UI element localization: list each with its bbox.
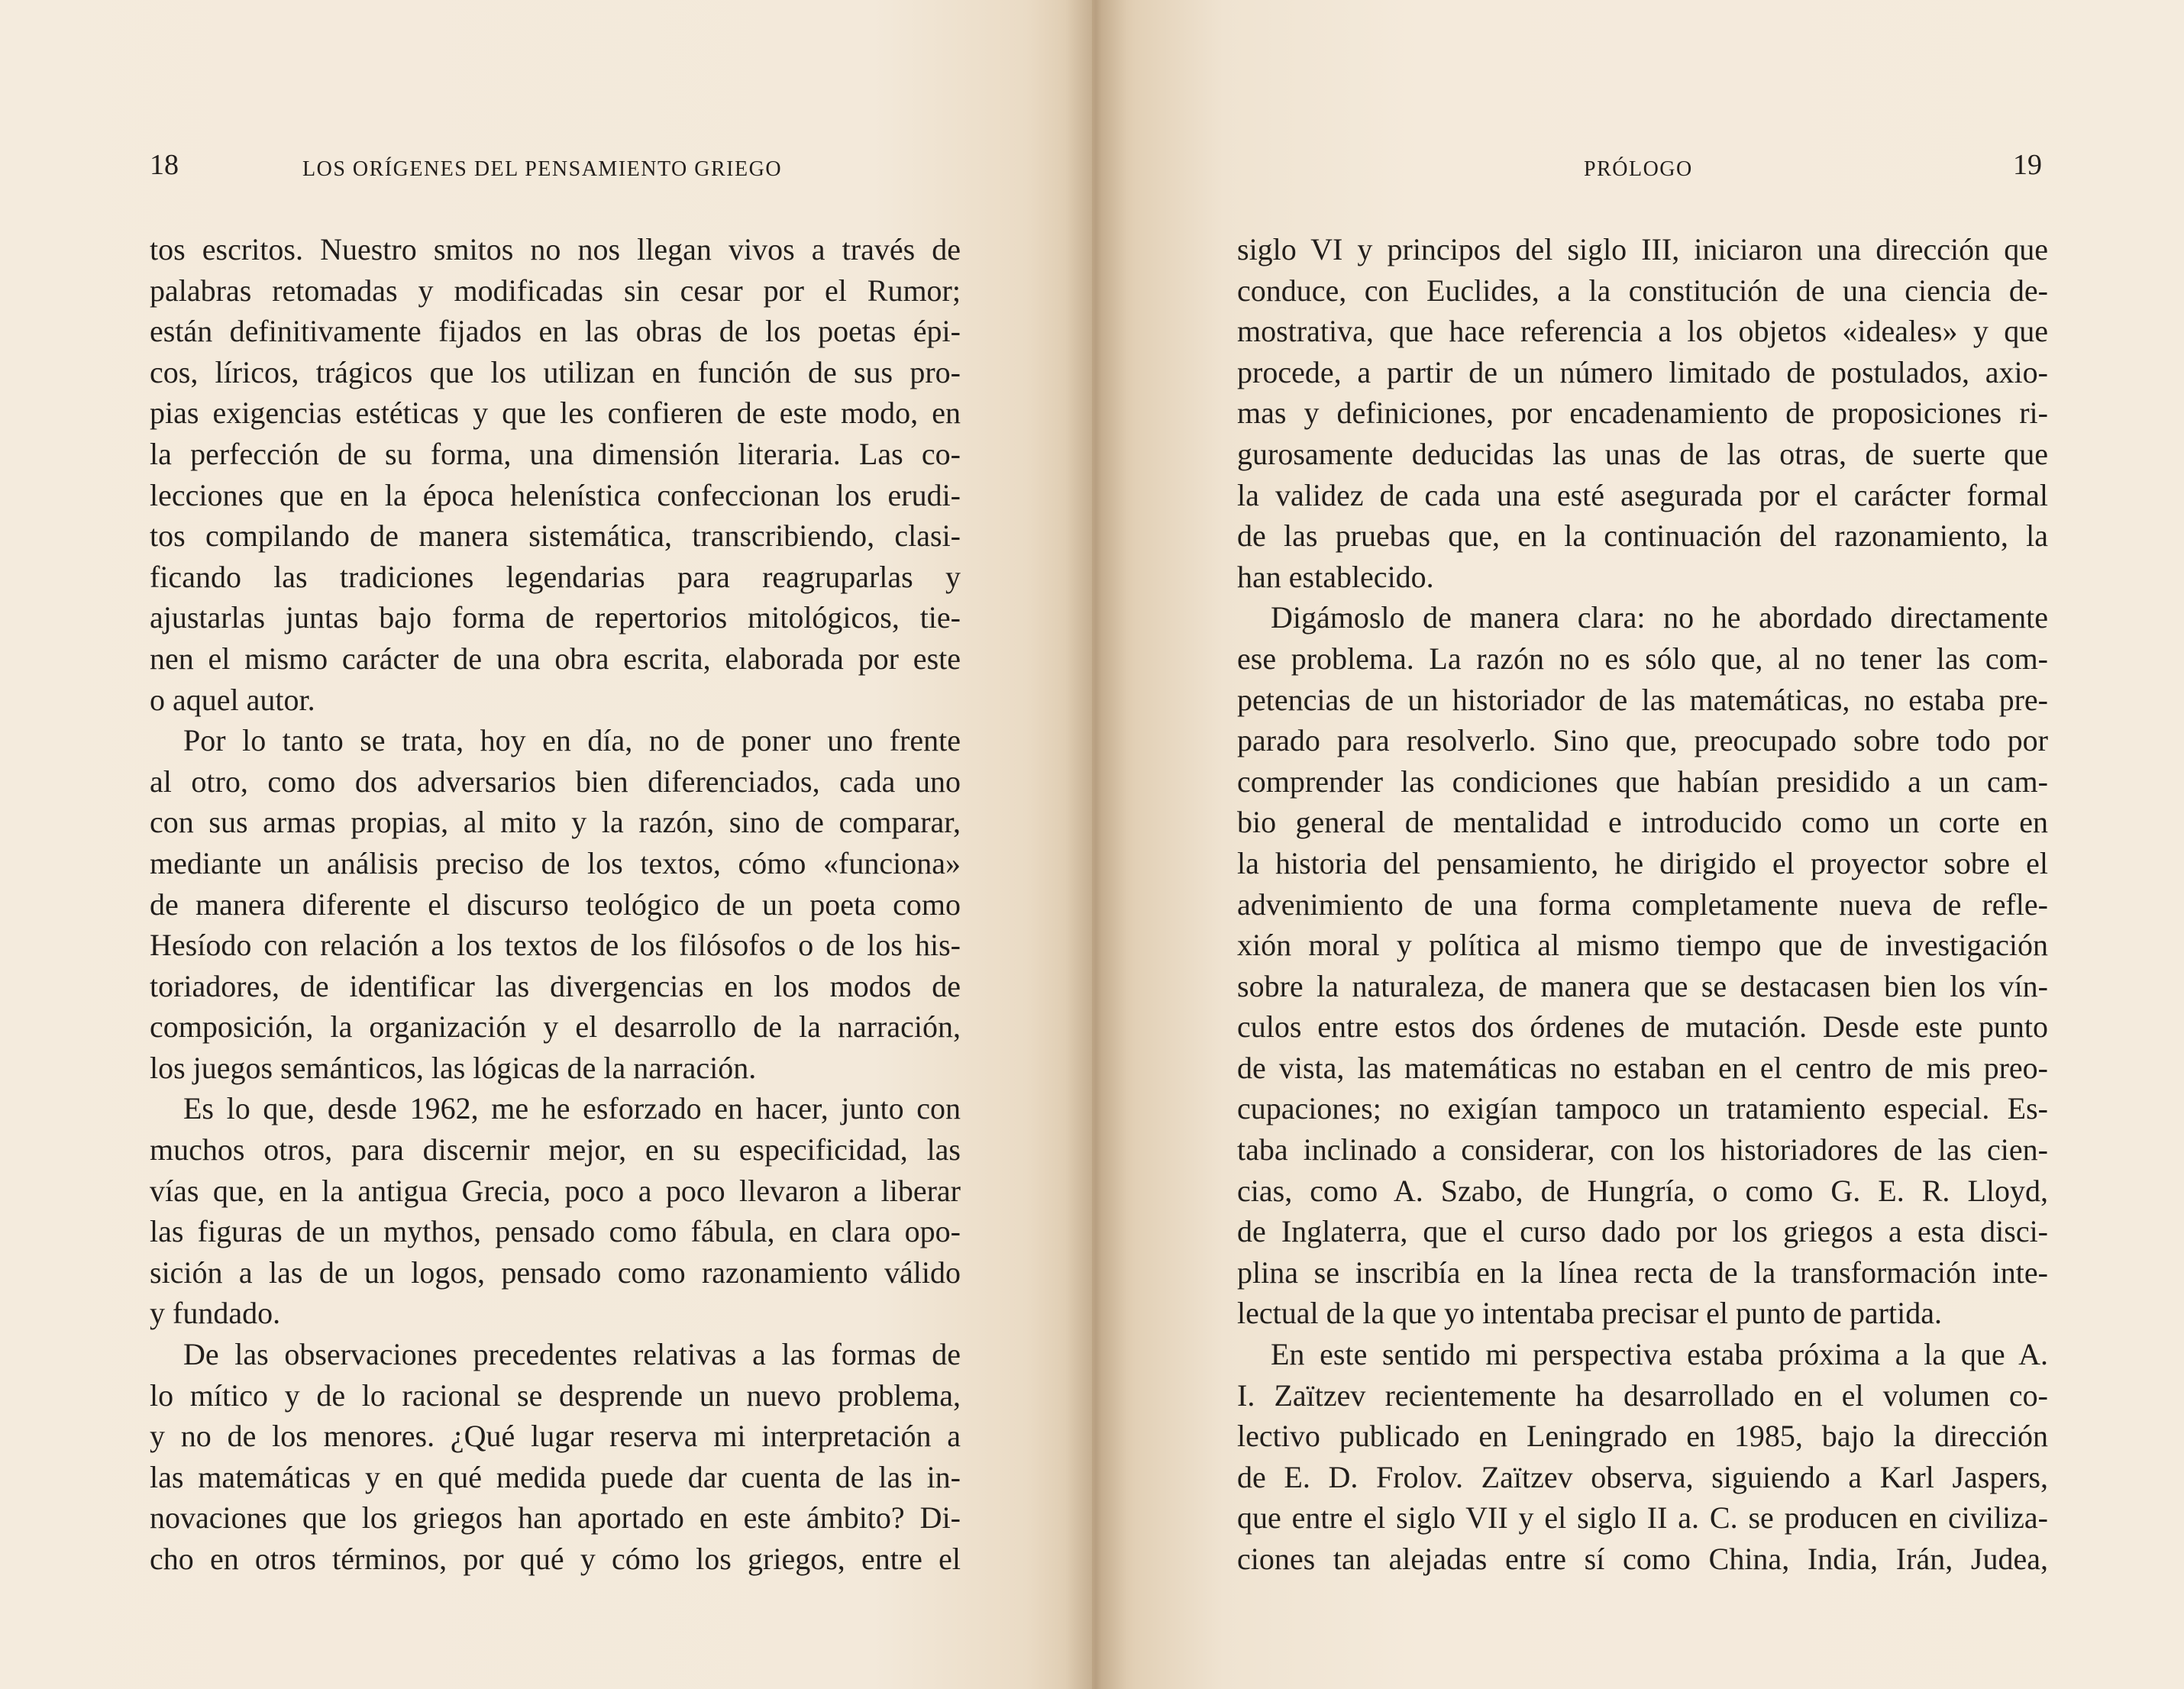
text-line: ajustarlas juntas bajo forma de repertorios mitológicos, tie- xyxy=(150,600,961,635)
left-running-head: LOS ORÍGENES DEL PENSAMIENTO GRIEGO xyxy=(302,157,783,181)
text-line: cho en otros términos, por qué y cómo los griegos, entre el xyxy=(150,1542,961,1576)
text-line: o aquel autor. xyxy=(150,682,315,717)
text-line: Es lo que, desde 1962, me he esforzado en hacer, junto con xyxy=(183,1091,961,1126)
text-line: las matemáticas y en qué medida puede dar cuenta de las in- xyxy=(150,1459,961,1494)
right-running-head: PRÓLOGO xyxy=(1584,157,1693,181)
text-line: siglo VI y principos del siglo III, iniciaron una dirección que xyxy=(1237,232,2048,266)
text-line: las figuras de un mythos, pensado como fábula, en clara opo- xyxy=(150,1214,961,1249)
text-line: nen el mismo carácter de una obra escrita, elaborada por este xyxy=(150,641,961,676)
text-line: lectivo publicado en Leningrado en 1985, bajo la dirección xyxy=(1237,1419,2048,1454)
text-line: cos, líricos, trágicos que los utilizan en función de sus pro- xyxy=(150,354,961,389)
text-line: los juegos semánticos, las lógicas de la narración. xyxy=(150,1050,757,1085)
left-body-text xyxy=(150,229,961,1580)
right-body-text xyxy=(1237,229,2048,1580)
text-line: tos compilando de manera sistemática, transcribiendo, clasi- xyxy=(150,518,961,554)
text-line: han establecido. xyxy=(1237,559,1434,594)
text-line: de manera diferente el discurso teológico de un poeta como xyxy=(150,886,961,922)
text-line: petencias de un historiador de las matemáticas, no estaba pre- xyxy=(1237,682,2048,717)
text-line: con sus armas propias, al mito y la razón, sino de comparar, xyxy=(150,805,961,840)
text-line: parado para resolverlo. Sino que, preocupado sobre todo por xyxy=(1237,723,2048,758)
text-line: mas y definiciones, por encadenamiento de proposiciones ri- xyxy=(1237,396,2048,431)
text-line: En este sentido mi perspectiva estaba próxima a la que A. xyxy=(1271,1337,2048,1372)
text-line: y no de los menores. ¿Qué lugar reserva mi interpretación a xyxy=(150,1419,961,1454)
text-line: de E. D. Frolov. Zaïtzev observa, siguiendo a Karl Jaspers, xyxy=(1237,1459,2048,1494)
text-line: gurosamente deducidas las unas de las otras, de suerte que xyxy=(1237,436,2048,471)
text-line: están definitivamente fijados en las obras de los poetas épi- xyxy=(150,314,961,349)
text-line: plina se inscribía en la línea recta de la transformación inte- xyxy=(1237,1255,2048,1290)
text-line: bio general de mentalidad e introducido como un corte en xyxy=(1237,805,2048,840)
text-line: composición, la organización y el desarrollo de la narración, xyxy=(150,1009,961,1045)
text-line: de vista, las matemáticas no estaban en el centro de mis preo- xyxy=(1237,1050,2048,1085)
text-line: la historia del pensamiento, he dirigido el proyector sobre el xyxy=(1237,845,2048,880)
text-line: I. Zaïtzev recientemente ha desarrollado en el volumen co- xyxy=(1237,1377,2048,1413)
text-line: Digámoslo de manera clara: no he abordado directamente xyxy=(1271,600,2048,635)
text-line: xión moral y política al mismo tiempo que de investigación xyxy=(1237,928,2048,963)
text-line: taba inclinado a considerar, con los historiadores de las cien- xyxy=(1237,1132,2048,1167)
text-line: novaciones que los griegos han aportado en este ámbito? Di- xyxy=(150,1500,961,1536)
left-page-number: 18 xyxy=(150,149,179,181)
text-line: lecciones que en la época helenística confeccionan los erudi- xyxy=(150,477,961,512)
text-line: comprender las condiciones que habían presidido a un cam- xyxy=(1237,764,2048,799)
text-line: Hesíodo con relación a los textos de los filósofos o de los his- xyxy=(150,928,961,963)
text-line: tos escritos. Nuestro smitos no nos llegan vivos a través de xyxy=(150,232,961,266)
text-line: mostrativa, que hace referencia a los objetos «ideales» y que xyxy=(1237,314,2048,349)
text-line: de las pruebas que, en la continuación del razonamiento, la xyxy=(1237,518,2048,554)
text-line: sobre la naturaleza, de manera que se destacasen bien los vín- xyxy=(1237,968,2048,1003)
right-page-number: 19 xyxy=(2013,149,2042,181)
text-line: pias exigencias estéticas y que les confieren de este modo, en xyxy=(150,396,961,431)
text-line: advenimiento de una forma completamente nueva de refle- xyxy=(1237,886,2048,922)
text-line: toriadores, de identificar las divergencias en los modos de xyxy=(150,968,961,1003)
text-line: sición a las de un logos, pensado como razonamiento válido xyxy=(150,1255,961,1290)
text-line: al otro, como dos adversarios bien diferenciados, cada uno xyxy=(150,764,961,799)
text-line: ese problema. La razón no es sólo que, al no tener las com- xyxy=(1237,641,2048,676)
text-line: y fundado. xyxy=(150,1296,281,1331)
text-line: que entre el siglo VII y el siglo II a. C. se producen en civiliza- xyxy=(1237,1500,2048,1536)
text-line: cias, como A. Szabo, de Hungría, o como G. E. R. Lloyd, xyxy=(1237,1173,2048,1208)
text-line: conduce, con Euclides, a la constitución de una ciencia de- xyxy=(1237,273,2048,308)
text-line: lo mítico y de lo racional se desprende un nuevo problema, xyxy=(150,1377,961,1413)
text-line: la perfección de su forma, una dimensión literaria. Las co- xyxy=(150,436,961,471)
text-line: de Inglaterra, que el curso dado por los griegos a esta disci- xyxy=(1237,1214,2048,1249)
text-line: lectual de la que yo intentaba precisar el punto de partida. xyxy=(1237,1296,1942,1331)
text-line: procede, a partir de un número limitado de postulados, axio- xyxy=(1237,354,2048,389)
text-line: vías que, en la antigua Grecia, poco a poco llevaron a liberar xyxy=(150,1173,961,1208)
text-line: mediante un análisis preciso de los textos, cómo «funciona» xyxy=(150,845,961,880)
text-line: la validez de cada una esté asegurada por el carácter formal xyxy=(1237,477,2048,512)
text-line: cupaciones; no exigían tampoco un tratamiento especial. Es- xyxy=(1237,1091,2048,1126)
text-line: De las observaciones precedentes relativas a las formas de xyxy=(183,1337,961,1372)
text-line: Por lo tanto se trata, hoy en día, no de poner uno frente xyxy=(183,723,961,758)
text-line: palabras retomadas y modificadas sin cesar por el Rumor; xyxy=(150,273,961,308)
book-gutter-shadow xyxy=(1065,0,1126,1689)
text-line: ficando las tradiciones legendarias para reagruparlas y xyxy=(150,559,961,594)
right-page xyxy=(1092,0,2184,1689)
text-line: ciones tan alejadas entre sí como China, India, Irán, Judea, xyxy=(1237,1542,2048,1576)
text-line: muchos otros, para discernir mejor, en su especificidad, las xyxy=(150,1132,961,1167)
text-line: culos entre estos dos órdenes de mutación. Desde este punto xyxy=(1237,1009,2048,1045)
